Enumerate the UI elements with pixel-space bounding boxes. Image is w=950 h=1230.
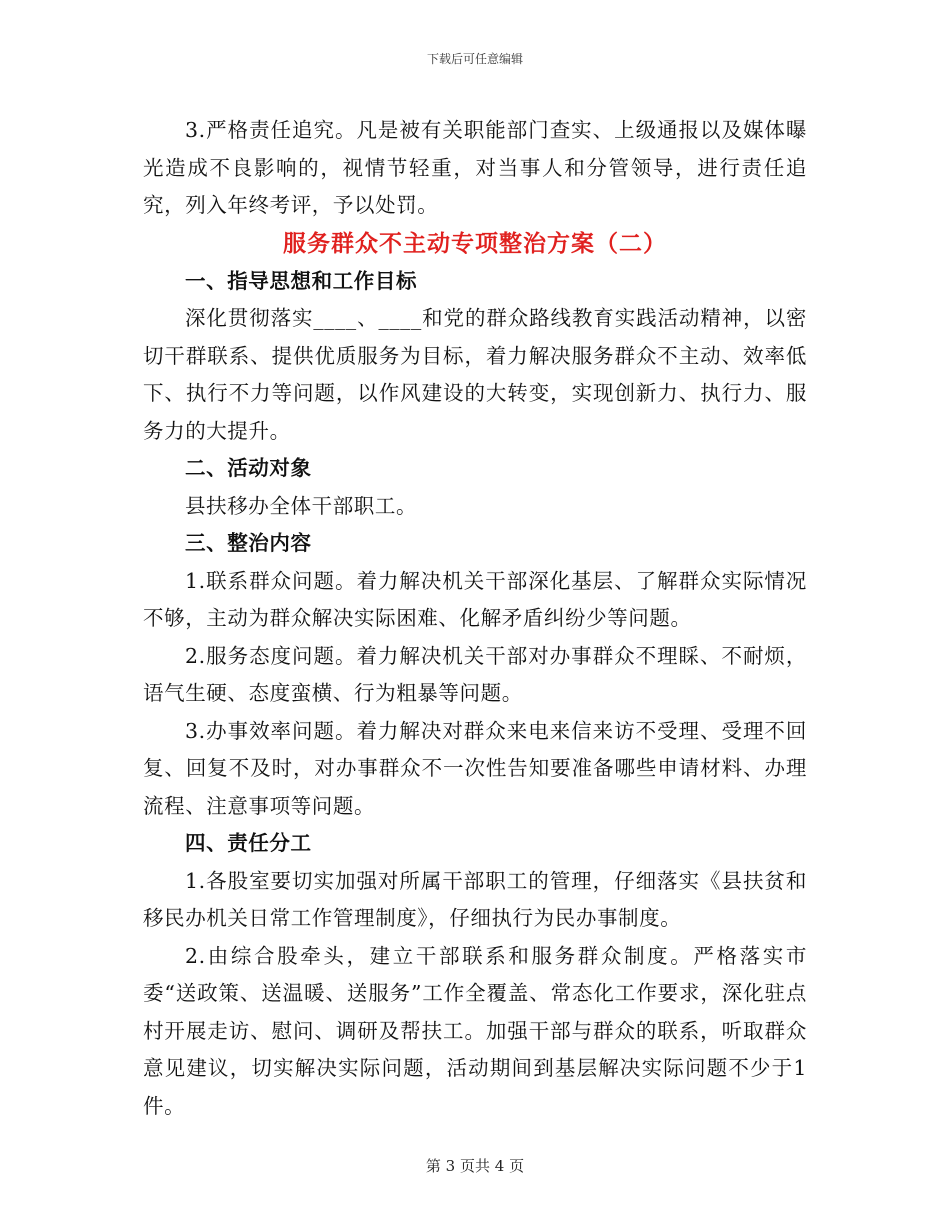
paragraph-3-1: 1.联系群众问题。着力解决机关干部深化基层、了解群众实际情况不够，主动为群众解决实际困难、化解矛盾纠纷少等问题。 <box>143 568 807 630</box>
page-header: 下载后可任意编辑 <box>426 52 523 66</box>
heading-1: 一、指导思想和工作目标 <box>185 268 418 293</box>
heading-3: 三、整治内容 <box>185 531 312 555</box>
page-footer: 第 3 页共 4 页 <box>425 1157 525 1175</box>
heading-2: 二、活动对象 <box>185 456 312 480</box>
document-title: 服务群众不主动专项整治方案（二） <box>283 229 667 257</box>
paragraph-prev-3: 3.严格责任追究。凡是被有关职能部门查实、上级通报以及媒体曝光造成不良影响的，视情节轻重，对当事人和分管领导，进行责任追究，列入年终考评，予以处罚。 <box>143 118 807 217</box>
heading-4: 四、责任分工 <box>185 831 312 855</box>
paragraph-2: 县扶移办全体干部职工。 <box>185 493 418 518</box>
document-body <box>143 112 807 1125</box>
paragraph-3-3: 3.办事效率问题。着力解决对群众来电来信来访不受理、受理不回复、回复不及时，对办事群众不一次性告知要准备哪些申请材料、办理流程、注意事项等问题。 <box>143 718 807 818</box>
paragraph-4-1: 1.各股室要切实加强对所属干部职工的管理，仔细落实《县扶贫和移民办机关日常工作管理制度》，仔细执行为民办事制度。 <box>143 868 807 930</box>
paragraph-3-2: 2.服务态度问题。着力解决机关干部对办事群众不理睬、不耐烦，语气生硬、态度蛮横、行为粗暴等问题。 <box>143 643 807 705</box>
paragraph-1: 深化贯彻落实____、____和党的群众路线教育实践活动精神，以密切干群联系、提供优质服务为目标，着力解决服务群众不主动、效率低下、执行不力等问题，以作风建设的大转变，实现创新力、执行力、服务力的大提升。 <box>143 306 807 443</box>
paragraph-4-2: 2.由综合股牵头，建立干部联系和服务群众制度。严格落实市委“送政策、送温暖、送服务”工作全覆盖、常态化工作要求，深化驻点村开展走访、慰问、调研及帮扶工。加强干部与群众的联系，听取群众意见建议，切实解决实际问题，活动期间到基层解决实际问题不少于1件。 <box>143 943 807 1118</box>
